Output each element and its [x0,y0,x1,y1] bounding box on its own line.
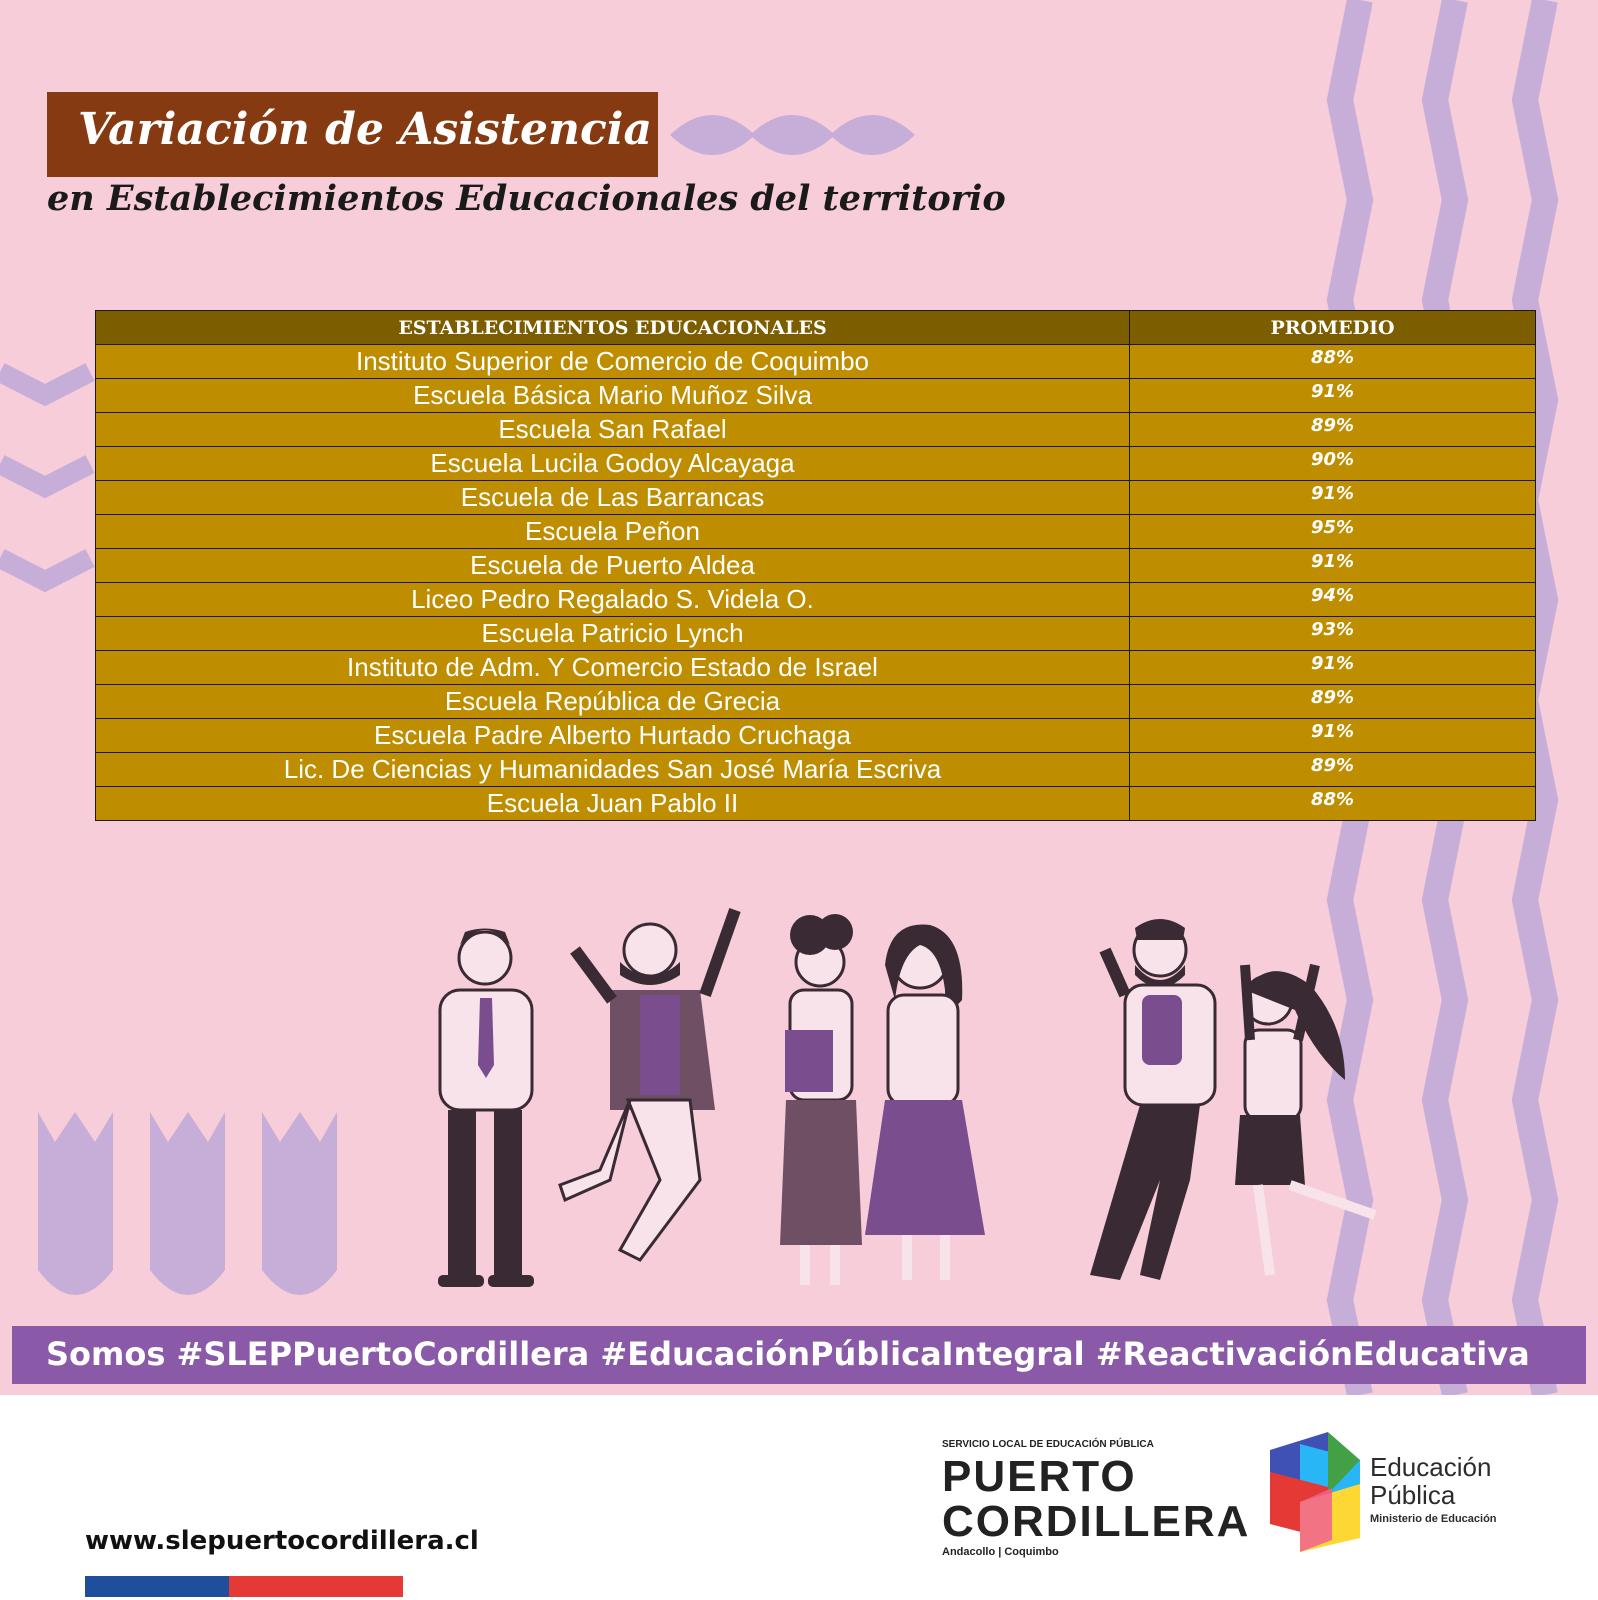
average-cell: 91% [1130,719,1536,753]
table-row [96,617,1536,651]
school-name-cell: Escuela Lucila Godoy Alcayaga [96,447,1130,481]
slep-logo-caption: SERVICIO LOCAL DE EDUCACIÓN PÚBLICA [942,1439,1154,1450]
school-name-cell: Escuela República de Grecia [96,685,1130,719]
column-header-establishments: ESTABLECIMIENTOS EDUCACIONALES [96,311,1130,345]
attendance-table [95,310,1536,821]
school-name-cell: Escuela Peñon [96,515,1130,549]
school-name-cell: Escuela de Puerto Aldea [96,549,1130,583]
educacion-publica-logo-icon [1270,1432,1360,1552]
table-row [96,481,1536,515]
ep-logo-caption: Ministerio de Educación [1370,1513,1497,1525]
tulip-decoration [262,1112,337,1295]
tulip-decoration [150,1112,225,1295]
table-row [96,413,1536,447]
table-row [96,345,1536,379]
average-cell: 91% [1130,651,1536,685]
average-cell: 91% [1130,481,1536,515]
flag-blue-segment [85,1576,229,1597]
leaf-decoration [830,115,915,155]
flag-color-bar [85,1576,403,1597]
tulip-decoration [38,1112,113,1295]
people-illustration [438,910,1375,1287]
hashtag-text: Somos #SLEPPuertoCordillera #EducaciónPúblicaIntegral #ReactivaciónEducativa [46,1335,1530,1373]
average-cell: 88% [1130,345,1536,379]
table-header-row [96,311,1536,345]
table-row [96,685,1536,719]
school-name-cell: Escuela Patricio Lynch [96,617,1130,651]
person-figure [1090,919,1215,1280]
person-figure [780,914,862,1285]
ep-logo-line2: Pública [1370,1480,1456,1510]
flag-red-segment [229,1576,403,1597]
average-cell: 89% [1130,413,1536,447]
average-cell: 91% [1130,379,1536,413]
leaf-decoration [750,115,835,155]
school-name-cell: Escuela Juan Pablo II [96,787,1130,821]
table-row [96,379,1536,413]
table-row [96,515,1536,549]
average-cell: 90% [1130,447,1536,481]
school-name-cell: Instituto Superior de Comercio de Coquimbo [96,345,1130,379]
chevron-decoration [0,558,90,581]
average-cell: 93% [1130,617,1536,651]
person-figure [865,925,985,1281]
column-header-average: PROMEDIO [1130,311,1536,345]
average-cell: 88% [1130,787,1536,821]
table-row [96,753,1536,787]
table-row [96,447,1536,481]
ep-logo-line1: Educación [1370,1452,1492,1482]
average-cell: 95% [1130,515,1536,549]
table-row [96,719,1536,753]
slep-logo-line1: PUERTO [942,1452,1137,1501]
attendance-table-container [95,310,1536,821]
school-name-cell: Lic. De Ciencias y Humanidades San José María Escriva [96,753,1130,787]
average-cell: 91% [1130,549,1536,583]
leaf-decoration [670,115,755,155]
page-title: Variación de Asistencia [78,104,652,155]
average-cell: 89% [1130,753,1536,787]
school-name-cell: Escuela Padre Alberto Hurtado Cruchaga [96,719,1130,753]
slep-logo-location: Andacollo | Coquimbo [942,1546,1059,1558]
school-name-cell: Instituto de Adm. Y Comercio Estado de Israel [96,651,1130,685]
person-figure [560,910,735,1260]
school-name-cell: Liceo Pedro Regalado S. Videla O. [96,583,1130,617]
website-link[interactable]: www.slepuertocordillera.cl [85,1526,479,1556]
average-cell: 94% [1130,583,1536,617]
school-name-cell: Escuela Básica Mario Muñoz Silva [96,379,1130,413]
page-subtitle: en Establecimientos Educacionales del territorio [47,178,1006,219]
person-figure [438,929,534,1288]
table-row [96,549,1536,583]
school-name-cell: Escuela San Rafael [96,413,1130,447]
school-name-cell: Escuela de Las Barrancas [96,481,1130,515]
table-row [96,651,1536,685]
slep-logo-line2: CORDILLERA [942,1497,1251,1546]
chevron-decoration [0,464,90,487]
average-cell: 89% [1130,685,1536,719]
chevron-decoration [0,372,90,395]
table-row [96,583,1536,617]
table-row [96,787,1536,821]
